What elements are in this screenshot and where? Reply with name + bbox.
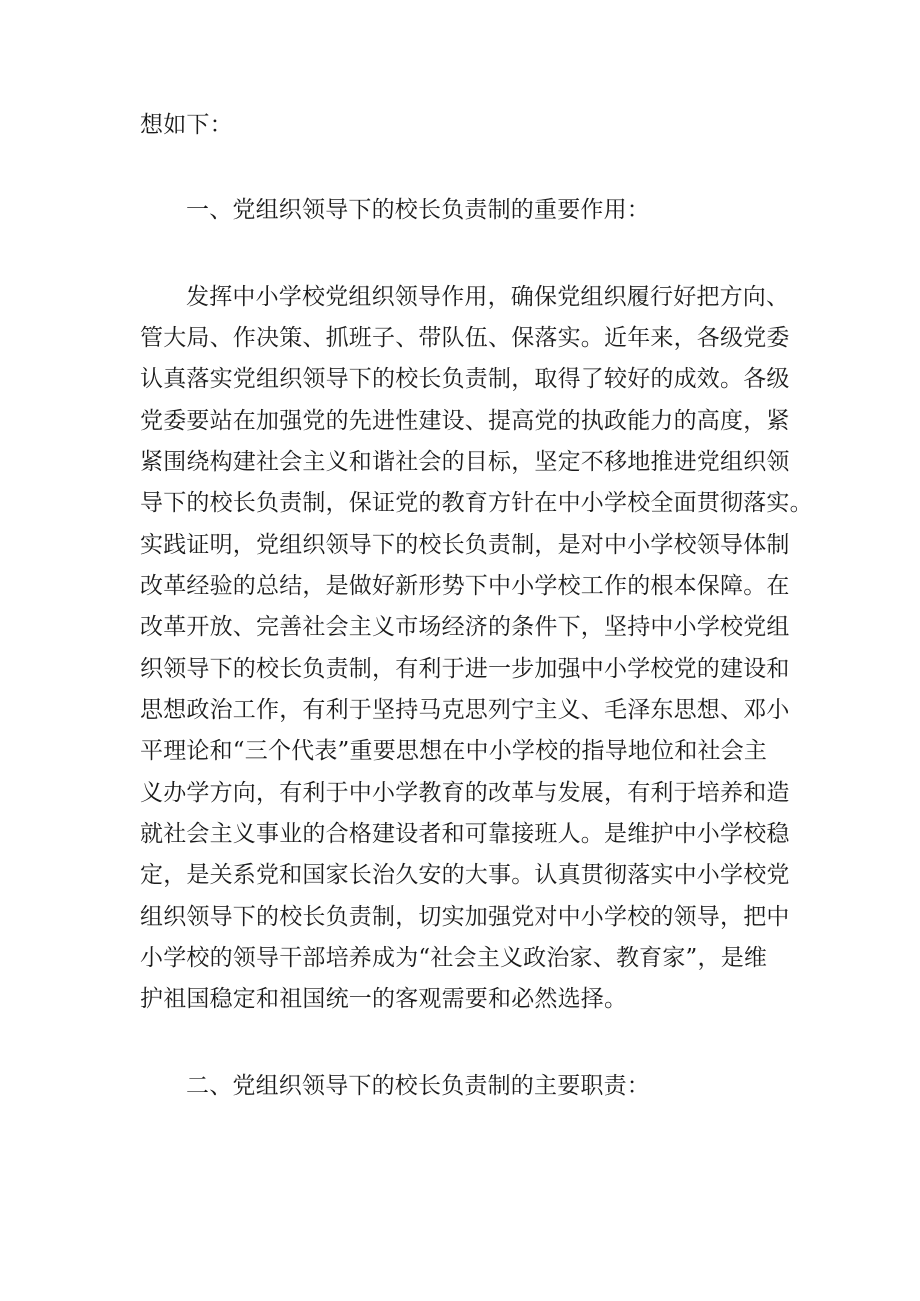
paragraph-1-line: 发挥中小学校党组织领导作用，确保党组织履行好把方向、 bbox=[186, 284, 790, 310]
paragraph-1-line: 就社会主义事业的合格建设者和可靠接班人。是维护中小学校稳 bbox=[140, 821, 790, 847]
paragraph-1-line: 改革开放、完善社会主义市场经济的条件下，坚持中小学校党组 bbox=[140, 614, 790, 640]
section-heading-1: 一、党组织领导下的校长负责制的重要作用： bbox=[186, 197, 650, 223]
paragraph-1-line: 平理论和“三个代表”重要思想在中小学校的指导地位和社会主 bbox=[140, 738, 768, 764]
section-heading-2: 二、党组织领导下的校长负责制的主要职责： bbox=[186, 1073, 650, 1099]
paragraph-1-line: 组织领导下的校长负责制，切实加强党对中小学校的领导，把中 bbox=[140, 904, 790, 930]
paragraph-1-line: 实践证明，党组织领导下的校长负责制，是对中小学校领导体制 bbox=[140, 532, 790, 558]
paragraph-1-line: 管大局、作决策、抓班子、带队伍、保落实。近年来，各级党委 bbox=[140, 325, 790, 351]
paragraph-1-line: 党委要站在加强党的先进性建设、提高党的执政能力的高度，紧 bbox=[140, 408, 790, 434]
paragraph-1-line: 思想政治工作，有利于坚持马克思列宁主义、毛泽东思想、邓小 bbox=[140, 697, 790, 723]
paragraph-1-line: 定，是关系党和国家长治久安的大事。认真贯彻落实中小学校党 bbox=[140, 862, 790, 888]
paragraph-1-line: 紧围绕构建社会主义和谐社会的目标，坚定不移地推进党组织领 bbox=[140, 449, 790, 475]
paragraph-1-line: 认真落实党组织领导下的校长负责制，取得了较好的成效。各级 bbox=[140, 366, 790, 392]
paragraph-1-line: 织领导下的校长负责制，有利于进一步加强中小学校党的建设和 bbox=[140, 656, 790, 682]
paragraph-1-line: 护祖国稳定和祖国统一的客观需要和必然选择。 bbox=[140, 986, 628, 1012]
paragraph-1-line: 导下的校长负责制，保证党的教育方针在中小学校全面贯彻落实。 bbox=[140, 490, 813, 516]
paragraph-1-line: 义办学方向，有利于中小学教育的改革与发展，有利于培养和造 bbox=[140, 780, 790, 806]
paragraph-1-line: 小学校的领导干部培养成为“社会主义政治家、教育家”，是维 bbox=[140, 945, 768, 971]
paragraph-1-line: 改革经验的总结，是做好新形势下中小学校工作的根本保障。在 bbox=[140, 573, 790, 599]
opening-line: 想如下： bbox=[140, 112, 233, 138]
